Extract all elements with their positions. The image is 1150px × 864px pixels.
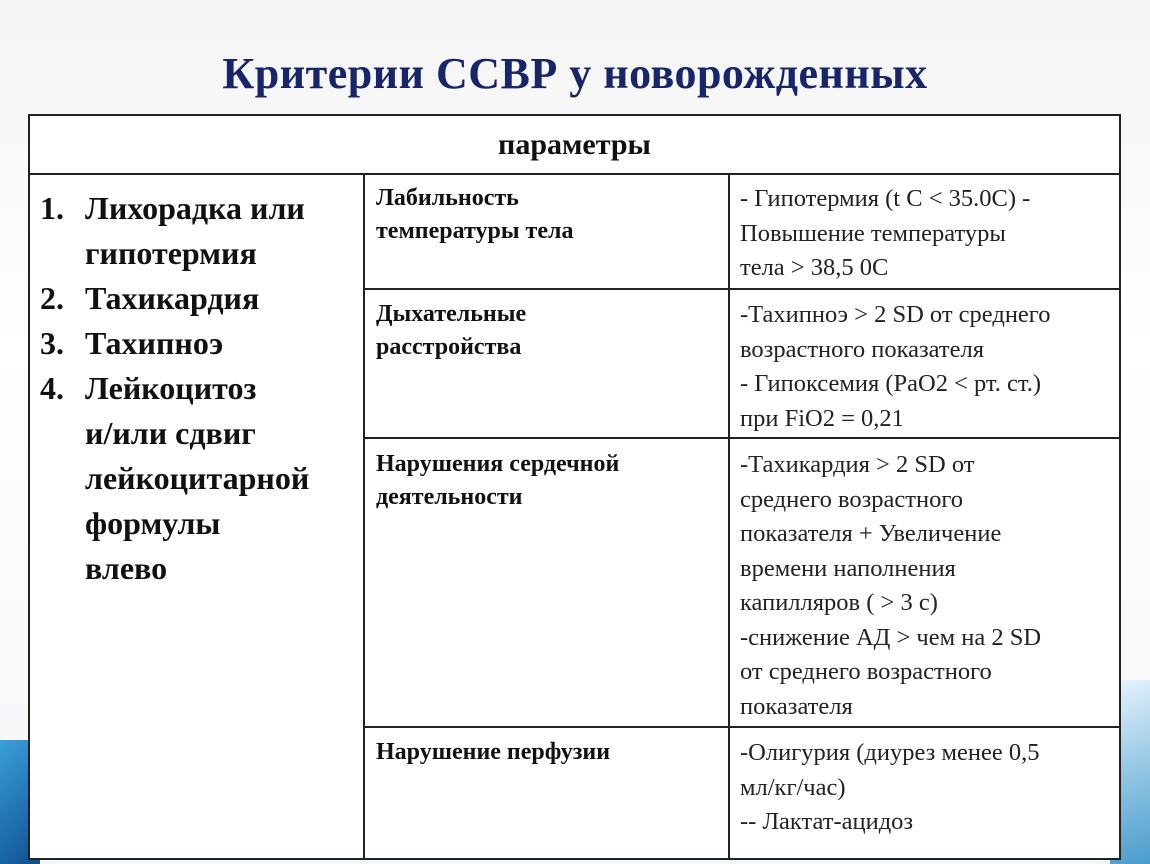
parameter-line: Нарушение перфузии <box>376 739 611 765</box>
list-text-line: Лихорадка или <box>85 190 305 226</box>
table-header: параметры <box>30 116 1119 175</box>
criteria-line: показателя + Увеличение <box>740 520 1002 547</box>
parameter-cell <box>376 448 726 514</box>
list-text <box>85 186 305 276</box>
parameter-cell <box>376 182 726 248</box>
criteria-line: капилляров ( > 3 с) <box>740 589 938 616</box>
list-number: 2. <box>40 280 64 316</box>
parameter-line: деятельности <box>376 484 523 510</box>
row-divider <box>364 726 1119 728</box>
criteria-line: мл/кг/час) <box>740 773 846 801</box>
criteria-line: - Гипотермия (t С < 35.0С) - <box>740 185 1031 212</box>
criteria-cell <box>740 298 1115 436</box>
list-text <box>85 366 309 591</box>
list-number: 1. <box>40 190 64 226</box>
list-text-line: Тахикардия <box>85 280 260 316</box>
criteria-line: среднего возрастного <box>740 485 964 513</box>
parameter-line: Лабильность <box>376 185 519 211</box>
list-item <box>40 276 360 321</box>
criteria-cell <box>740 182 1115 286</box>
page-title: Критерии ССВР у новорожденных <box>222 49 928 98</box>
criteria-line: - Гипоксемия (РаО2 < рт. ст.) <box>740 370 1042 397</box>
criteria-line: времени наполнения <box>740 554 956 582</box>
list-item <box>40 366 360 591</box>
list-text <box>85 276 259 321</box>
criteria-cell <box>740 736 1115 840</box>
criteria-line: -Тахипноэ > 2 SD от среднего <box>740 301 1051 328</box>
criteria-line: -снижение АД > чем на 2 SD <box>740 623 1042 651</box>
list-text-line: гипотермия <box>85 235 257 271</box>
list-text-line: формулы <box>85 505 221 541</box>
list-number: 3. <box>40 325 64 361</box>
row-divider <box>364 437 1119 439</box>
criteria-line: -Олигурия (диурез менее 0,5 <box>740 739 1040 766</box>
column-divider <box>728 175 730 858</box>
list-text <box>85 321 223 366</box>
list-text-line: лейкоцитарной <box>85 460 310 496</box>
criteria-line: Повышение температуры <box>740 219 1006 247</box>
parameter-cell <box>376 736 726 769</box>
criteria-cell <box>740 448 1115 724</box>
parameter-cell <box>376 298 726 364</box>
criteria-table <box>28 114 1121 860</box>
criteria-line: от среднего возрастного <box>740 658 992 685</box>
list-text-line: влево <box>85 550 168 586</box>
parameter-line: температуры тела <box>376 218 574 244</box>
list-text-line: Лейкоцитоз <box>85 370 257 406</box>
criteria-line: показателя <box>740 692 853 720</box>
list-number: 4. <box>40 370 64 406</box>
list-item <box>40 186 360 276</box>
criteria-list <box>40 186 360 591</box>
criteria-line: возрастного показателя <box>740 335 984 363</box>
parameter-line: Нарушения сердечной <box>376 451 620 477</box>
parameter-line: расстройства <box>376 334 522 360</box>
criteria-line: -Тахикардия > 2 SD от <box>740 451 975 478</box>
criteria-line: при FiO2 = 0,21 <box>740 404 904 432</box>
column-divider <box>363 175 365 858</box>
parameter-line: Дыхательные <box>376 301 527 327</box>
list-text-line: и/или сдвиг <box>85 415 256 451</box>
criteria-line: тела > 38,5 0С <box>740 254 889 281</box>
row-divider <box>364 288 1119 290</box>
list-text-line: Тахипноэ <box>85 325 224 361</box>
criteria-line: -- Лактат-ацидоз <box>740 808 914 835</box>
list-item <box>40 321 360 366</box>
criteria-list-cell <box>40 186 360 591</box>
